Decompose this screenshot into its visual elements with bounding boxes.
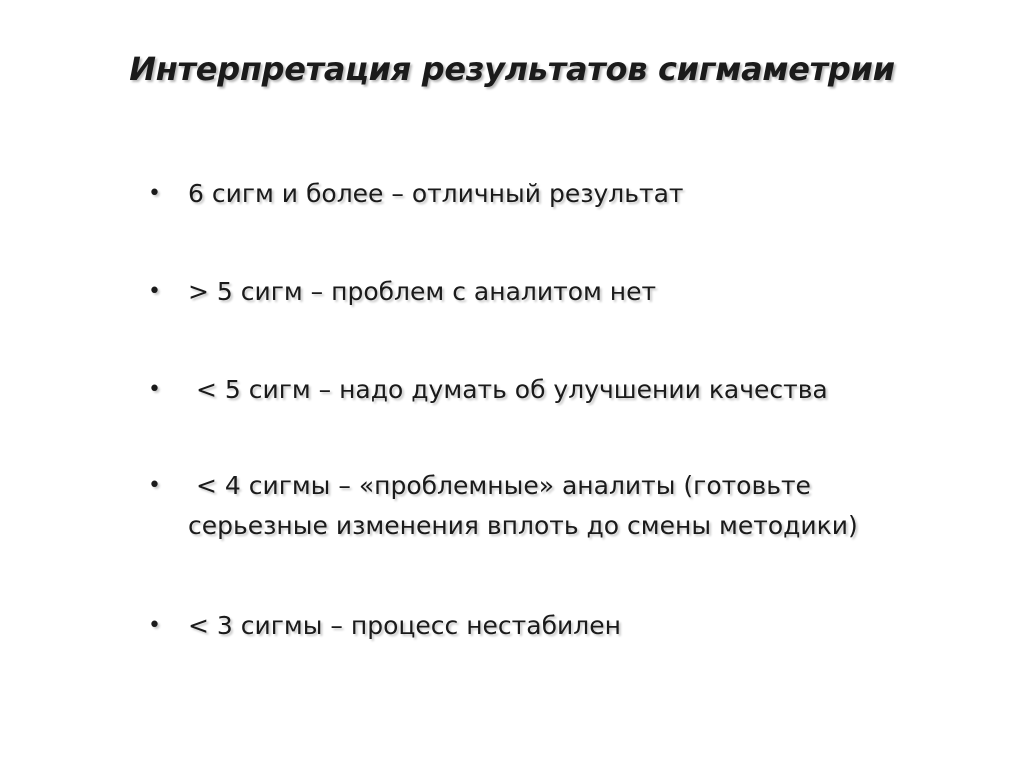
bullet-text: > 5 сигм – проблем с аналитом нет	[188, 277, 657, 306]
bullet-text: 6 сигм и более – отличный результат	[188, 179, 684, 208]
bullet-marker: •	[148, 377, 161, 402]
bullet-marker: •	[148, 181, 161, 206]
bullet-text: < 3 сигмы – процесс нестабилен	[188, 611, 621, 640]
bullet-text: < 4 сигмы – «проблемные» аналиты (готовьте серьезные изменения вплоть до смены методики)	[188, 471, 858, 540]
bullet-marker: •	[148, 279, 161, 304]
slide-title: Интерпретация результатов сигмаметрии	[129, 50, 895, 88]
bullet-marker: •	[148, 473, 161, 498]
bullet-marker: •	[148, 613, 161, 638]
bullet-text: < 5 сигм – надо думать об улучшении качества	[188, 375, 828, 404]
